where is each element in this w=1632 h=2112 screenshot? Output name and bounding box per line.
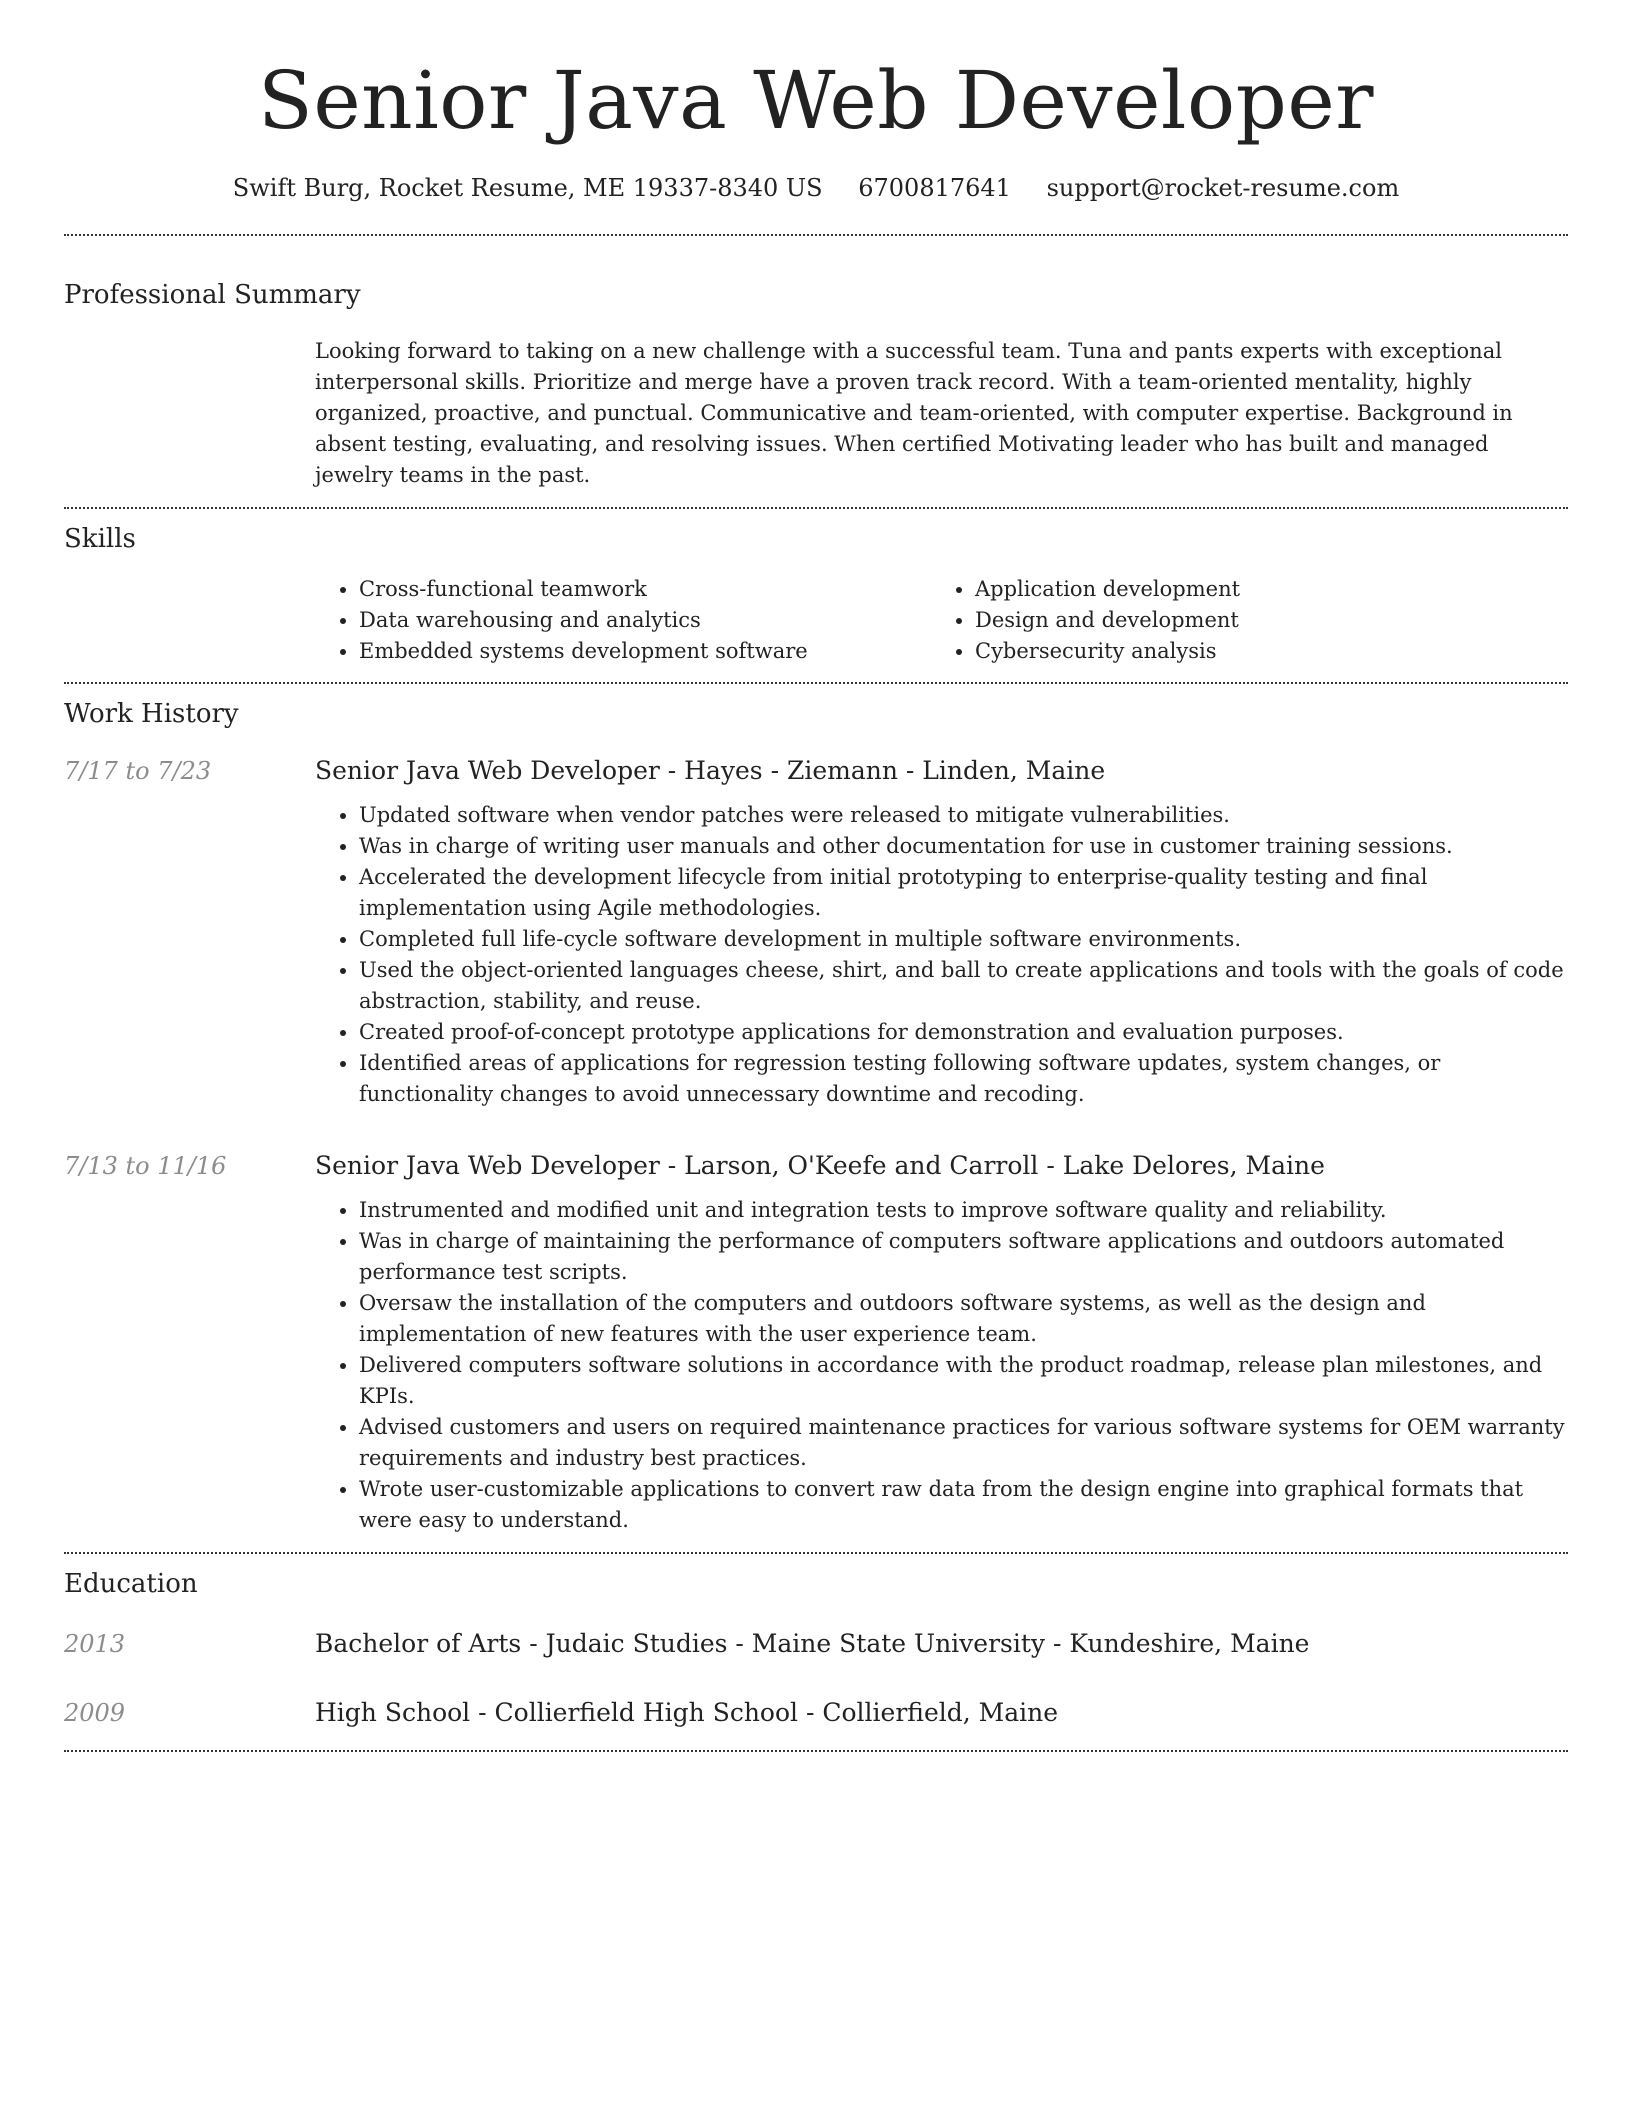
skills-list-right <box>931 574 1547 667</box>
job-bullets <box>315 1195 1568 1536</box>
skill-item: • Cybersecurity analysis <box>975 636 1547 667</box>
job-bullet: • Updated software when vendor patches were released to mitigate vulnerabilities. <box>359 800 1568 831</box>
job-entry <box>64 1150 1568 1536</box>
education-details: High School - Collierfield High School - Collierfield, Maine <box>315 1698 1059 1727</box>
job-bullets <box>315 800 1568 1110</box>
skill-item: • Data warehousing and analytics <box>359 605 931 636</box>
divider <box>64 1750 1568 1752</box>
job-heading: Senior Java Web Developer - Larson, O'Keefe and Carroll - Lake Delores, Maine <box>315 1151 1325 1180</box>
job-entry <box>64 755 1568 1110</box>
contact-line <box>64 172 1568 204</box>
skills-grid <box>315 574 1568 667</box>
skill-item: • Cross-functional teamwork <box>359 574 931 605</box>
summary-text: Looking forward to taking on a new challenge with a successful team. Tuna and pants experts with exceptional interpersonal skills. Prioritize and merge have a proven track record. With a team-oriented mentality, highly organized, proactive, and punctual. Communicative and team-oriented, with computer expertise. Background in absent testing, evaluating, and resolving issues. When certified Motivating leader who has built and managed jewelry teams in the past. <box>315 339 1513 487</box>
education-details: Bachelor of Arts - Judaic Studies - Maine State University - Kundeshire, Maine <box>315 1629 1310 1658</box>
job-heading: Senior Java Web Developer - Hayes - Ziemann - Linden, Maine <box>315 756 1106 785</box>
job-bullet: • Created proof-of-concept prototype applications for demonstration and evaluation purposes. <box>359 1017 1568 1048</box>
summary-section <box>315 336 1568 491</box>
job-bullet: • Wrote user-customizable applications to convert raw data from the design engine into graphical formats that were easy to understand. <box>359 1474 1568 1536</box>
divider <box>64 507 1568 509</box>
divider <box>64 1552 1568 1554</box>
job-details <box>315 755 1568 1110</box>
section-title-skills: Skills <box>64 524 136 554</box>
section-title-work: Work History <box>64 699 239 729</box>
divider <box>64 682 1568 684</box>
divider <box>64 234 1568 236</box>
job-bullet: • Accelerated the development lifecycle from initial prototyping to enterprise-quality testing and final implementation using Agile methodologies. <box>359 862 1568 924</box>
job-bullet: • Oversaw the installation of the computers and outdoors software systems, as well as the design and implementation of new features with the user experience team. <box>359 1288 1568 1350</box>
contact-address: Swift Burg, Rocket Resume, ME 19337-8340 US <box>232 174 823 202</box>
skills-section <box>315 574 1568 667</box>
section-title-summary: Professional Summary <box>64 280 361 310</box>
job-bullet: • Used the object-oriented languages cheese, shirt, and ball to create applications and tools with the goals of code abstraction, stability, and reuse. <box>359 955 1568 1017</box>
skill-item: • Embedded systems development software <box>359 636 931 667</box>
section-title-education: Education <box>64 1569 198 1599</box>
job-bullet: • Instrumented and modified unit and integration tests to improve software quality and reliability. <box>359 1195 1568 1226</box>
education-entry <box>64 1627 1568 1661</box>
resume-name: Senior Java Web Developer <box>258 54 1374 147</box>
job-details <box>315 1150 1568 1536</box>
job-bullet: • Completed full life-cycle software development in multiple software environments. <box>359 924 1568 955</box>
job-date: 7/17 to 7/23 <box>64 757 212 785</box>
contact-phone: 6700817641 <box>858 174 1011 202</box>
job-bullet: • Was in charge of writing user manuals and other documentation for use in customer training sessions. <box>359 831 1568 862</box>
education-date: 2009 <box>64 1699 126 1727</box>
job-bullet: • Advised customers and users on required maintenance practices for various software systems for OEM warranty requirements and industry best practices. <box>359 1412 1568 1474</box>
skill-item: • Design and development <box>975 605 1547 636</box>
skills-list-left <box>315 574 931 667</box>
job-bullet: • Delivered computers software solutions in accordance with the product roadmap, release plan milestones, and KPIs. <box>359 1350 1568 1412</box>
job-date: 7/13 to 11/16 <box>64 1152 227 1180</box>
education-entry <box>64 1696 1568 1730</box>
education-date: 2013 <box>64 1630 126 1658</box>
job-bullet: • Was in charge of maintaining the performance of computers software applications and outdoors automated performance test scripts. <box>359 1226 1568 1288</box>
skill-item: • Application development <box>975 574 1547 605</box>
contact-email: support@rocket-resume.com <box>1046 174 1400 202</box>
job-bullet: • Identified areas of applications for regression testing following software updates, system changes, or functionality changes to avoid unnecessary downtime and recoding. <box>359 1048 1568 1110</box>
